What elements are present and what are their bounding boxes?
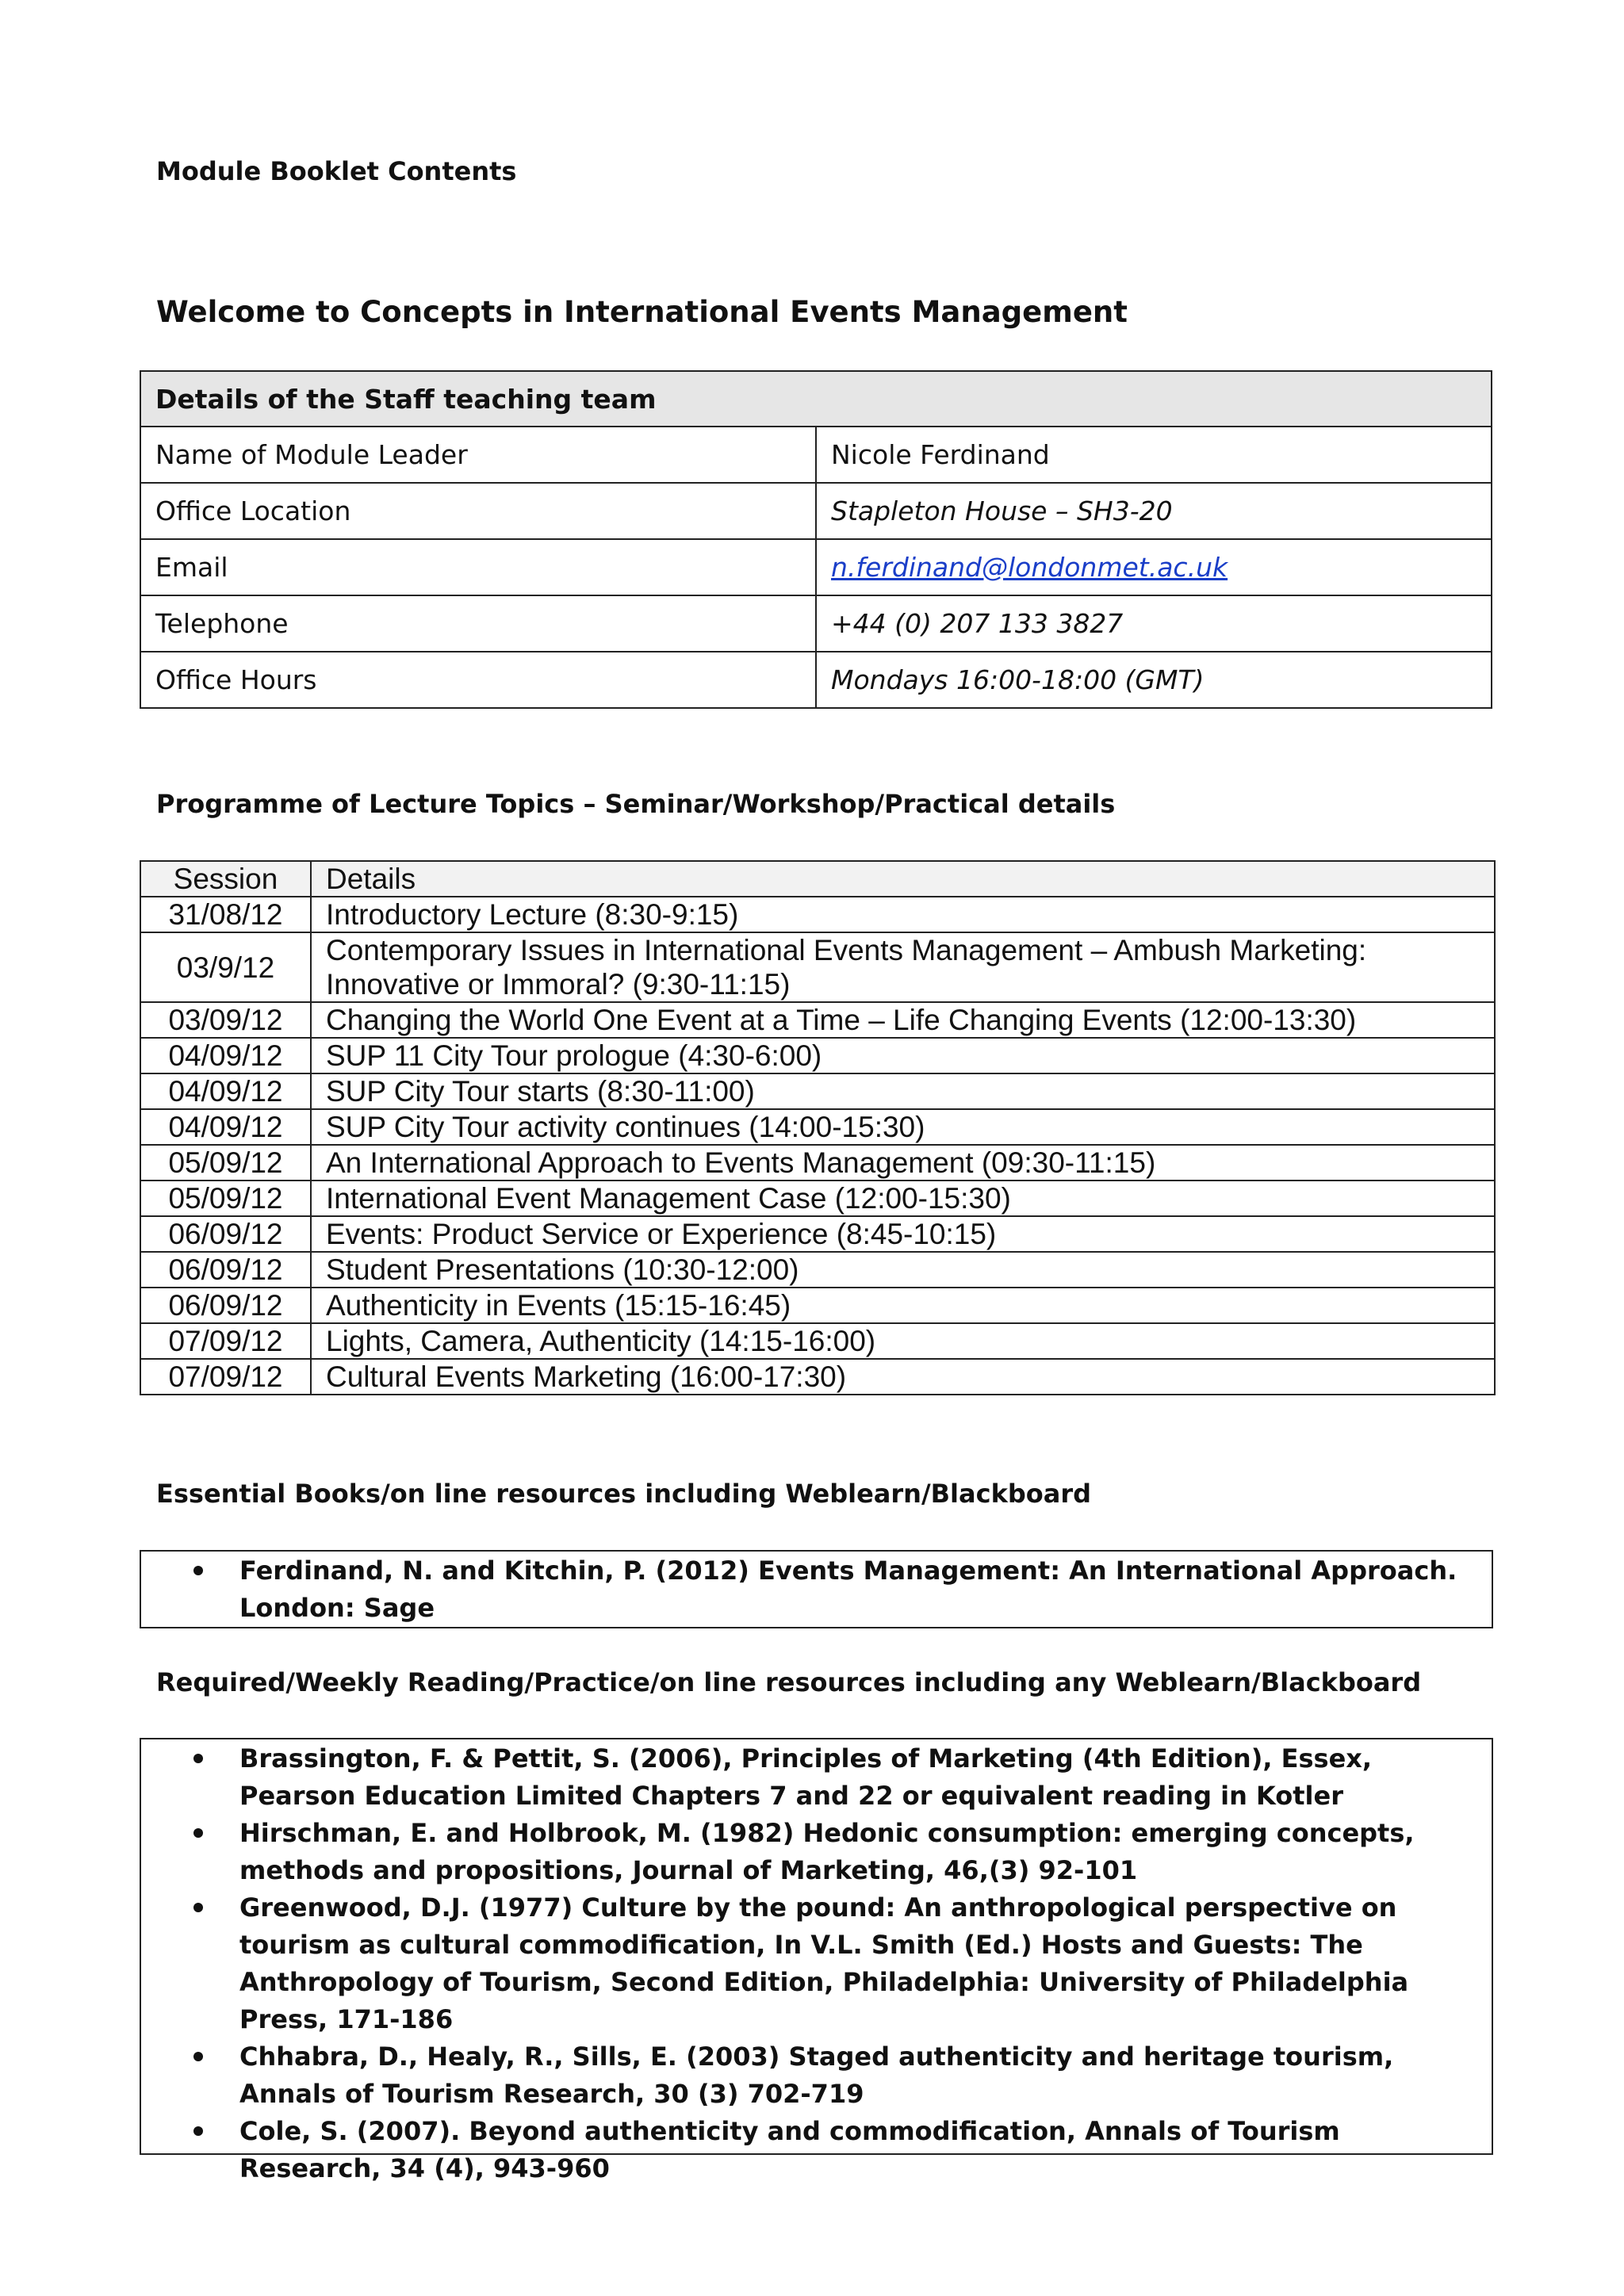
session-date: 07/09/12 [140,1359,311,1395]
table-row [140,1323,1495,1359]
session-details: Lights, Camera, Authenticity (14:15-16:00) [311,1323,1495,1359]
staff-label: Name of Module Leader [140,427,816,483]
sessions-table [140,860,1496,1395]
list-item: Cole, S. (2007). Beyond authenticity and commodification, Annals of Tourism Research, 34 (4), 943-960 [239,2113,1477,2187]
table-row [140,1109,1495,1145]
office-hours-value: Mondays 16:00-18:00 (GMT) [816,652,1492,708]
session-details: SUP 11 City Tour prologue (4:30-6:00) [311,1038,1495,1073]
session-date: 05/09/12 [140,1181,311,1216]
column-header-details: Details [311,861,1495,897]
table-row [140,1145,1495,1181]
essential-reading-list [141,1552,1492,1627]
list-item: Greenwood, D.J. (1977) Culture by the pound: An anthropological perspective on tourism as cultural commodification, In V.L. Smith (Ed.) Hosts and Guests: The Anthropology of Tourism, Second Edition, Philadelphia: University of Philadelphia Press, 171-186 [239,1889,1477,2038]
session-details: International Event Management Case (12:00-15:30) [311,1181,1495,1216]
session-date: 31/08/12 [140,897,311,932]
session-details: Cultural Events Marketing (16:00-17:30) [311,1359,1495,1395]
session-date: 04/09/12 [140,1073,311,1109]
session-details: Contemporary Issues in International Events Management – Ambush Marketing: Innovative or Immoral? (9:30-11:15) [311,932,1495,1002]
table-row [140,1038,1495,1073]
session-date: 06/09/12 [140,1216,311,1252]
telephone-value: +44 (0) 207 133 3827 [816,595,1492,652]
list-item: Chhabra, D., Healy, R., Sills, E. (2003) Staged authenticity and heritage tourism, Annals of Tourism Research, 30 (3) 702-719 [239,2038,1477,2113]
staff-label: Office Hours [140,652,816,708]
table-row [140,483,1492,539]
session-date: 04/09/12 [140,1109,311,1145]
list-item: Hirschman, E. and Holbrook, M. (1982) Hedonic consumption: emerging concepts, methods and propositions, Journal of Marketing, 46,(3) 92-101 [239,1815,1477,1889]
table-row [140,595,1492,652]
staff-table [140,370,1492,709]
office-location-value: Stapleton House – SH3-20 [816,483,1492,539]
table-row [140,427,1492,483]
sessions-body [140,897,1495,1395]
session-details: Changing the World One Event at a Time – Life Changing Events (12:00-13:30) [311,1002,1495,1038]
list-item: Ferdinand, N. and Kitchin, P. (2012) Events Management: An International Approach. London: Sage [239,1552,1477,1627]
session-details: Introductory Lecture (8:30-9:15) [311,897,1495,932]
session-details: Events: Product Service or Experience (8:45-10:15) [311,1216,1495,1252]
table-row [140,1181,1495,1216]
session-details: Student Presentations (10:30-12:00) [311,1252,1495,1288]
staff-table-header: Details of the Staff teaching team [140,371,1492,427]
table-row [140,539,1492,595]
table-row [140,932,1495,1002]
session-details: SUP City Tour activity continues (14:00-15:30) [311,1109,1495,1145]
table-row [140,1288,1495,1323]
table-row [140,1359,1495,1395]
column-header-session: Session [140,861,311,897]
weekly-reading-box [140,1738,1493,2183]
session-date: 07/09/12 [140,1323,311,1359]
session-date: 03/9/12 [140,932,311,1002]
session-details: SUP City Tour starts (8:30-11:00) [311,1073,1495,1109]
booklet-title: Module Booklet Contents [156,156,517,186]
programme-heading: Programme of Lecture Topics – Seminar/Workshop/Practical details [156,789,1116,819]
essential-heading: Essential Books/on line resources including Weblearn/Blackboard [156,1479,1092,1509]
session-details: Authenticity in Events (15:15-16:45) [311,1288,1495,1323]
table-header-row [140,861,1495,897]
session-details: An International Approach to Events Management (09:30-11:15) [311,1145,1495,1181]
staff-label: Telephone [140,595,816,652]
email-cell [816,539,1492,595]
session-date: 06/09/12 [140,1252,311,1288]
module-leader-name: Nicole Ferdinand [816,427,1492,483]
email-link[interactable]: n.ferdinand@londonmet.ac.uk [831,552,1228,583]
list-item: Brassington, F. & Pettit, S. (2006), Principles of Marketing (4th Edition), Essex, Pearson Education Limited Chapters 7 and 22 or equivalent reading in Kotler [239,1740,1477,1815]
table-row [140,1002,1495,1038]
session-date: 05/09/12 [140,1145,311,1181]
table-row [140,652,1492,708]
table-row [140,897,1495,932]
session-date: 06/09/12 [140,1288,311,1323]
table-row [140,1252,1495,1288]
welcome-title: Welcome to Concepts in International Events Management [156,295,1128,329]
table-row [140,1216,1495,1252]
weekly-heading: Required/Weekly Reading/Practice/on line resources including any Weblearn/Blackboard [156,1667,1422,1697]
session-date: 03/09/12 [140,1002,311,1038]
weekly-reading-list [141,1740,1492,2187]
session-date: 04/09/12 [140,1038,311,1073]
essential-reading-box [140,1550,1493,1628]
staff-label: Office Location [140,483,816,539]
staff-label: Email [140,539,816,595]
table-row [140,1073,1495,1109]
